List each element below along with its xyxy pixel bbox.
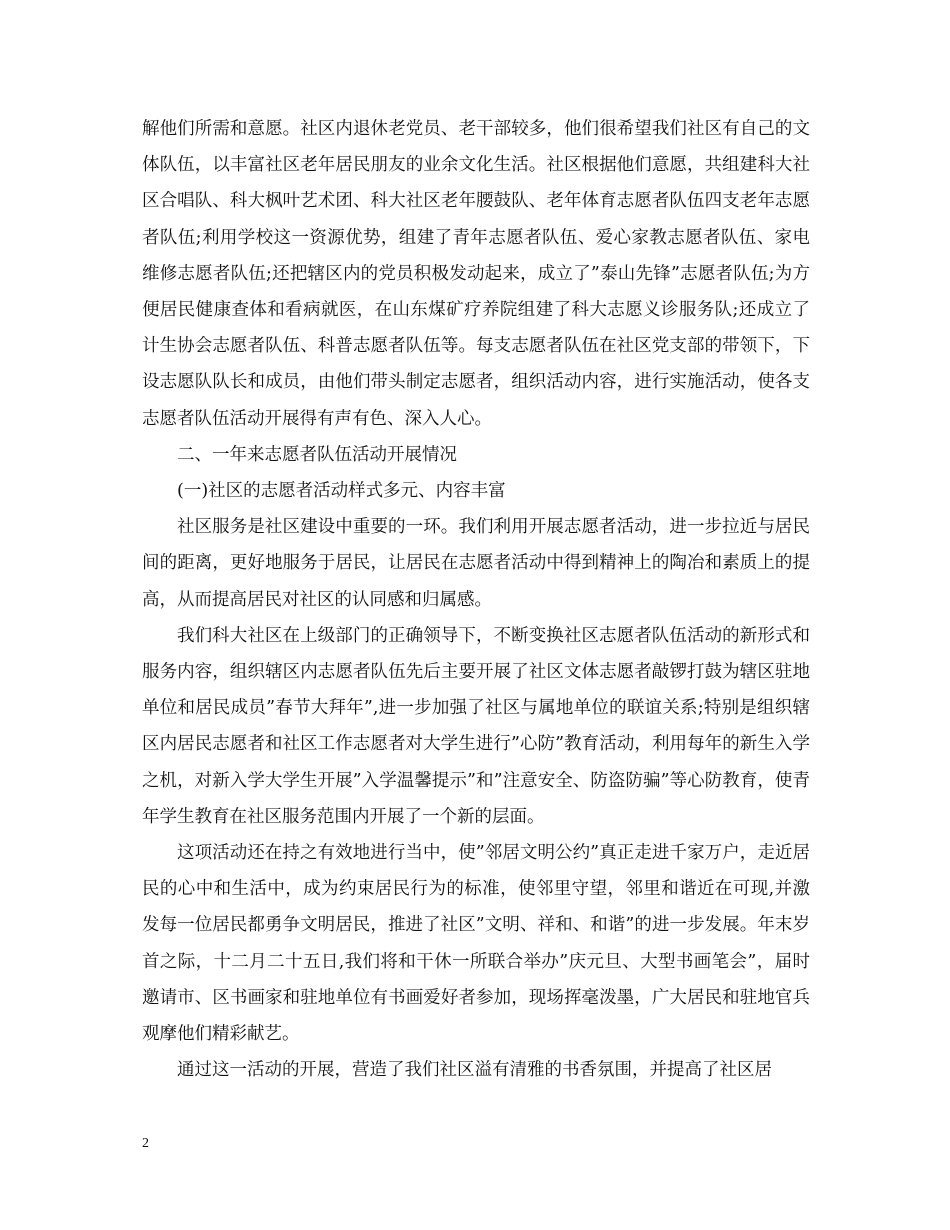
page-number: 2 <box>142 1136 149 1151</box>
paragraph-1: 解他们所需和意愿。社区内退休老党员、老干部较多，他们很希望我们社区有自己的文体队伍，以丰富社区老年居民朋友的业余文化生活。社区根据他们意愿，共组建科大社区合唱队、科大枫叶艺术团、科大社区老年腰鼓队、老年体育志愿者队伍四支老年志愿者队伍;利用学校这一资源优势，组建了青年志愿者队伍、爱心家教志愿者队伍、家电维修志愿者队伍;还把辖区内的党员积极发动起来，成立了”泰山先锋”志愿者队伍;为方便居民健康查体和看病就医，在山东煤矿疗养院组建了科大志愿义诊服务队;还成立了计生协会志愿者队伍、科普志愿者队伍等。每支志愿者队伍在社区党支部的带领下，下设志愿队队长和成员，由他们带头制定志愿者，组织活动内容，进行实施活动，使各支志愿者队伍活动开展得有声有色、深入人心。 <box>142 119 810 429</box>
paragraph-3: 我们科大社区在上级部门的正确领导下，不断变换社区志愿者队伍活动的新形式和服务内容，组织辖区内志愿者队伍先后主要开展了社区文体志愿者敲锣打鼓为辖区驻地单位和居民成员”春节大拜年”,进一步加强了社区与属地单位的联谊关系;特别是组织辖区内居民志愿者和社区工作志愿者对大学生进行”心防”教育活动，利用每年的新生入学之机，对新入学大学生开展”入学温馨提示”和”注意安全、防盗防骗”等心防教育，使青年学生教育在社区服务范围内开展了一个新的层面。 <box>142 625 810 827</box>
subsection-heading: (一)社区的志愿者活动样式多元、内容丰富 <box>177 481 506 502</box>
section-heading: 二、一年来志愿者队伍活动开展情况 <box>177 444 457 465</box>
paragraph-5: 通过这一活动的开展，营造了我们社区溢有清雅的书香氛围，并提高了社区居 <box>177 1060 772 1081</box>
paragraph-2: 社区服务是社区建设中重要的一环。我们利用开展志愿者活动，进一步拉近与居民间的距离，更好地服务于居民，让居民在志愿者活动中得到精神上的陶冶和素质上的提高，从而提高居民对社区的认同感和归属感。 <box>142 517 810 610</box>
document-body <box>142 111 810 1088</box>
paragraph-4: 这项活动还在持之有效地进行当中，使”邻居文明公约”真正走进千家万户，走近居民的心中和生活中，成为约束居民行为的标准，使邻里守望，邻里和谐近在可现,并激发每一位居民都勇争文明居民，推进了社区”文明、祥和、和谐”的进一步发展。年末岁首之际，十二月二十五日,我们将和干休一所联合举办”庆元旦、大型书画笔会”，届时邀请市、区书画家和驻地单位有书画爱好者参加，现场挥毫泼墨，广大居民和驻地官兵观摩他们精彩献艺。 <box>142 843 810 1045</box>
